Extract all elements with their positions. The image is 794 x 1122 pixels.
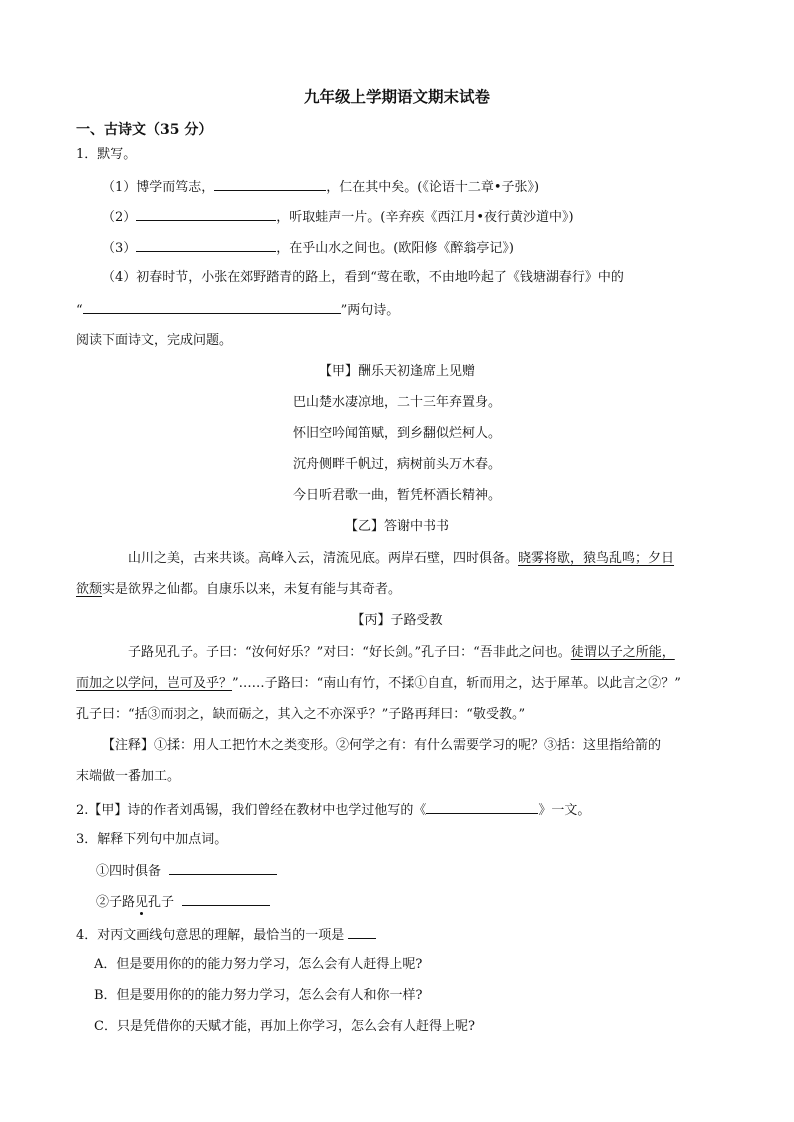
q1-item-3-tail: ，在乎山水之间也。(欧阳修《醉翁亭记》) [276, 241, 514, 256]
passage-bing-text: 子路见孔子。子曰：“汝何好乐？”对曰：“好长剑。”孔子曰：“吾非此之问也。 [128, 645, 571, 660]
q1-item-4-tail: ”两句诗。 [340, 303, 400, 318]
q3-item-2 [96, 892, 270, 912]
passage-yi-title: 【乙】答谢中书书 [344, 519, 449, 534]
q1-item-3 [102, 238, 514, 258]
q1-item-4-blank[interactable] [83, 300, 341, 314]
underlined-sentence: 欲颓 [76, 582, 103, 597]
q1-heading: 1．默写。 [76, 147, 137, 162]
q3-item-1-text: ①四时俱备 [96, 864, 162, 879]
q4-option-a[interactable]: A．但是要用你的的能力努力学习，怎么会有人赶得上呢? [94, 957, 423, 972]
q1-item-4-line1: （4）初春时节，小张在郊野踏青的路上，看到“莺在歌，不由地吟起了《钱塘湖春行》中的 [102, 270, 624, 285]
q1-item-2 [102, 207, 574, 227]
poem-line: 今日听君歌一曲，暂凭杯酒长精神。 [292, 488, 501, 503]
passage-yi-line2 [76, 581, 401, 599]
passage-bing-line3: 孔子曰：“括③而羽之，缺而砺之，其入之不亦深乎？”子路再拜曰：“敬受教。” [76, 707, 526, 722]
q4-heading [76, 925, 376, 945]
page-title: 九年级上学期语文期末试卷 [303, 87, 490, 106]
q1-item-1-blank[interactable] [214, 177, 326, 191]
q2-tail: 》一文。 [538, 803, 591, 818]
q1-item-2-blank[interactable] [136, 207, 276, 221]
q2-text: 2.【甲】诗的作者刘禹锡，我们曾经在教材中也学过他写的《 [76, 803, 427, 818]
q1-item-4-line2 [76, 300, 399, 320]
passage-bing-title: 【丙】子路受教 [351, 613, 443, 628]
reading-intro: 阅读下面诗文，完成问题。 [76, 333, 233, 348]
q1-item-2-lead: （2） [102, 210, 137, 225]
emphasis-dot-word: 见 [135, 895, 149, 910]
q4-option-c[interactable]: C．只是凭借你的天赋才能，再加上你学习，怎么会有人赶得上呢? [94, 1019, 475, 1034]
section-heading: 一、古诗文（35 分） [76, 122, 213, 138]
q1-item-3-lead: （3） [102, 241, 137, 256]
q3-item-2-pre: ②子路 [96, 895, 136, 910]
underlined-sentence: 徒谓以子之所能， [570, 645, 675, 660]
passage-yi-text: 山川之美，古来共谈。高峰入云，清流见底。两岸石壁，四时俱备。 [128, 551, 519, 566]
poem-title: 【甲】酬乐天初逢席上见赠 [318, 364, 475, 379]
passage-yi-line1 [128, 550, 674, 568]
passage-bing-line2 [76, 675, 681, 693]
q2-blank[interactable] [426, 800, 538, 814]
passage-bing-line1 [128, 644, 675, 662]
passage-yi-text: 实是欲界之仙都。自康乐以来，未复有能与其奇者。 [102, 582, 402, 597]
poem-line: 巴山楚水凄凉地，二十三年弃置身。 [292, 395, 501, 410]
q2 [76, 800, 590, 820]
underlined-sentence: 晓雾将歇，猿鸟乱鸣；夕日 [518, 551, 675, 566]
underlined-sentence: 而加之以学问，岂可及乎？ [76, 676, 233, 691]
q1-item-3-blank[interactable] [136, 238, 276, 252]
poem-line: 沉舟侧畔千帆过，病树前头万木春。 [292, 457, 501, 472]
q4-text: 4．对丙文画线句意思的理解，最恰当的一项是 [76, 928, 345, 943]
q3-item-1-blank[interactable] [169, 861, 277, 875]
q3-item-2-post: 孔子 [148, 895, 175, 910]
q1-item-4-open-quote: “ [76, 303, 83, 318]
q1-item-2-tail: ，听取蛙声一片。(辛弃疾《西江月•夜行黄沙道中》) [276, 210, 574, 225]
q3-item-1 [96, 861, 277, 881]
q3-heading: 3．解释下列句中加点词。 [76, 832, 228, 847]
annotation-line2: 末端做一番加工。 [76, 769, 181, 784]
q4-option-b[interactable]: B．但是要用你的的能力努力学习，怎么会有人和你一样? [94, 988, 423, 1003]
annotation-line1: 【注释】①揉：用人工把竹木之类变形。②何学之有：有什么需要学习的呢？③括：这里指给箭的 [102, 738, 662, 753]
passage-bing-text: ”……子路曰：“南山有竹，不揉①自直，斩而用之，达于犀革。以此言之②？” [232, 676, 681, 691]
q1-item-1 [102, 177, 539, 197]
q1-item-1-tail: ，仁在其中矣。(《论语十二章•子张》) [326, 180, 540, 195]
q1-item-1-lead: （1）博学而笃志， [102, 180, 215, 195]
poem-line: 怀旧空吟闻笛赋，到乡翻似烂柯人。 [292, 426, 501, 441]
q3-item-2-blank[interactable] [182, 892, 270, 906]
q4-answer-blank[interactable] [348, 925, 376, 939]
